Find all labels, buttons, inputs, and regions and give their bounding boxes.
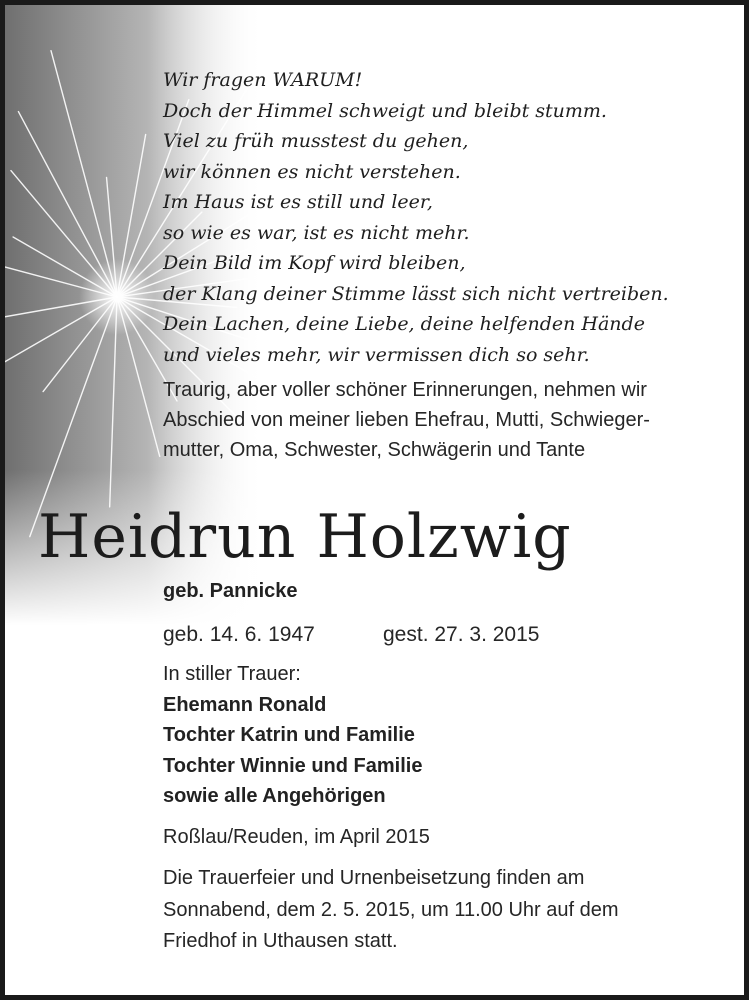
funeral-line: Die Trauerfeier und Urnenbeisetzung finden am <box>163 867 585 889</box>
poem-line: Viel zu früh musstest du gehen, <box>163 130 469 152</box>
poem-line: Dein Bild im Kopf wird bleiben, <box>163 252 466 274</box>
deceased-name: Heidrun Holzwig <box>38 502 572 572</box>
mourners <box>163 659 422 812</box>
mourner-line: Ehemann Ronald <box>163 693 327 716</box>
death-date: gest. 27. 3. 2015 <box>383 623 540 646</box>
intro-text <box>163 375 650 465</box>
poem-line: wir können es nicht verstehen. <box>163 160 461 183</box>
mourner-line: sowie alle Angehörigen <box>163 785 386 807</box>
poem-line: Doch der Himmel schweigt und bleibt stumm. <box>163 99 607 122</box>
poem-line: so wie es war, ist es nicht mehr. <box>163 221 470 244</box>
intro-line: Abschied von meiner lieben Ehefrau, Mutti, Schwieger- <box>163 409 650 431</box>
intro-line: Traurig, aber voller schöner Erinnerungen, nehmen wir <box>163 379 647 401</box>
intro-line: mutter, Oma, Schwester, Schwägerin und Tante <box>163 439 586 461</box>
poem-line: Wir fragen WARUM! <box>163 69 363 91</box>
mourner-line: Tochter Winnie und Familie <box>163 754 423 777</box>
birth-name: geb. Pannicke <box>163 580 298 602</box>
poem-line: der Klang deiner Stimme lässt sich nicht vertreiben. <box>163 282 669 305</box>
place-date: Roßlau/Reuden, im April 2015 <box>163 826 430 848</box>
funeral-line: Friedhof in Uthausen statt. <box>163 930 398 952</box>
funeral-line: Sonnabend, dem 2. 5. 2015, um 11.00 Uhr auf dem <box>163 898 619 921</box>
poem-line: Dein Lachen, deine Liebe, deine helfenden Hände <box>163 313 645 335</box>
birth-date: geb. 14. 6. 1947 <box>163 623 315 646</box>
poem-line: Im Haus ist es still und leer, <box>163 191 433 213</box>
funeral-info <box>163 863 619 958</box>
mourners-heading: In stiller Trauer: <box>163 663 301 685</box>
poem <box>163 65 669 370</box>
mourner-line: Tochter Katrin und Familie <box>163 724 415 746</box>
poem-line: und vieles mehr, wir vermissen dich so sehr. <box>163 343 590 366</box>
